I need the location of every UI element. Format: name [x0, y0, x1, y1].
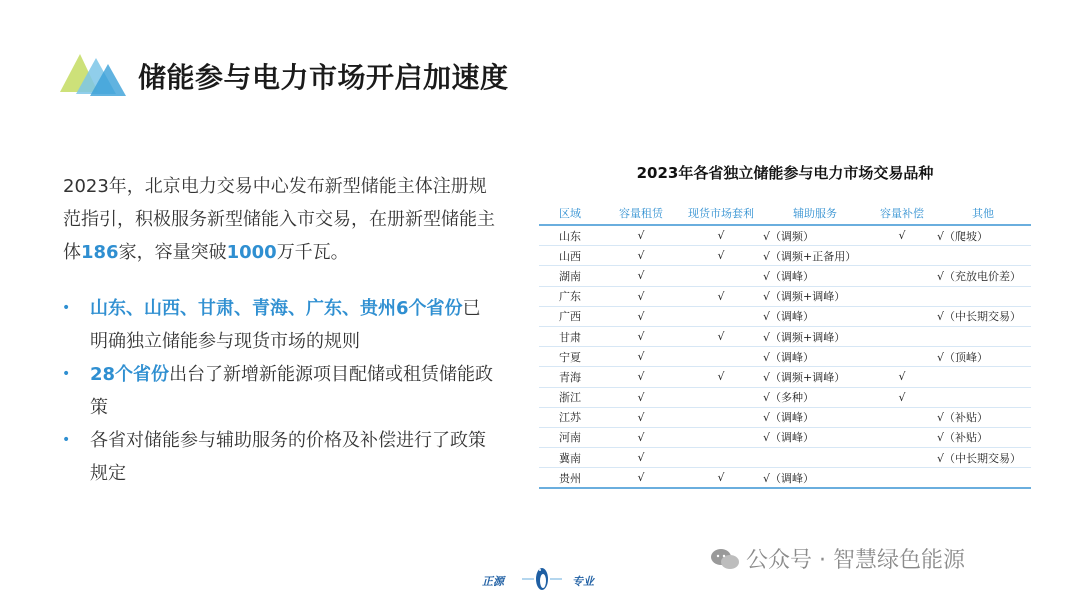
table-cell: √	[601, 468, 681, 489]
table-cell: √	[601, 448, 681, 468]
bullet-item: • 山东、山西、甘肃、青海、广东、贵州6个省份已明确独立储能参与现货市场的规则	[58, 292, 498, 358]
table-row	[539, 367, 1031, 387]
column-header: 容量租赁	[601, 202, 681, 225]
table-cell: √（调频）	[761, 225, 869, 246]
table-row	[539, 347, 1031, 367]
table-cell: √	[681, 367, 761, 387]
table-cell: 青海	[539, 367, 601, 387]
watermark-text: 公众号 · 智慧绿色能源	[746, 548, 965, 573]
table-cell: √	[601, 347, 681, 367]
table-row	[539, 387, 1031, 407]
table-cell	[869, 246, 935, 266]
table-cell	[869, 286, 935, 306]
column-header: 现货市场套利	[681, 202, 761, 225]
table-cell: √（爬坡）	[935, 225, 1031, 246]
table-cell	[935, 326, 1031, 346]
table-cell: √	[681, 468, 761, 489]
table-cell: √	[601, 326, 681, 346]
table-cell: √	[869, 367, 935, 387]
table-cell: √	[601, 306, 681, 326]
table-cell: √（调峰）	[761, 306, 869, 326]
table-cell	[681, 306, 761, 326]
table-cell: √（调峰）	[761, 427, 869, 447]
footer-right-text: 专业	[572, 575, 594, 588]
table-cell	[869, 326, 935, 346]
table-cell: 湖南	[539, 266, 601, 286]
table-row	[539, 427, 1031, 447]
market-table	[539, 202, 1031, 489]
column-header: 区域	[539, 202, 601, 225]
table-cell: √	[869, 225, 935, 246]
table-cell	[869, 448, 935, 468]
table-cell: √	[681, 286, 761, 306]
table-row	[539, 246, 1031, 266]
table-cell: 山西	[539, 246, 601, 266]
table-cell: 山东	[539, 225, 601, 246]
table-cell	[869, 407, 935, 427]
table-cell	[869, 306, 935, 326]
bullet-item: • 28个省份出台了新增新能源项目配储或租赁储能政策	[58, 358, 498, 424]
table-cell: √	[681, 326, 761, 346]
watermark	[710, 543, 965, 574]
table-cell: √（调峰）	[761, 347, 869, 367]
table-cell	[869, 347, 935, 367]
table-cell: √（顶峰）	[935, 347, 1031, 367]
table-cell: √	[601, 387, 681, 407]
table-cell	[681, 448, 761, 468]
table-cell	[681, 347, 761, 367]
table-cell: √（中长期交易）	[935, 306, 1031, 326]
table-cell: √（调频+调峰）	[761, 326, 869, 346]
wechat-icon	[710, 547, 740, 571]
table-cell: √（调频+调峰）	[761, 367, 869, 387]
table-cell: √（调峰）	[761, 468, 869, 489]
table-cell	[869, 468, 935, 489]
table-title: 2023年各省独立储能参与电力市场交易品种	[636, 164, 934, 182]
column-header: 容量补偿	[869, 202, 935, 225]
table-row	[539, 448, 1031, 468]
logo-icon	[58, 48, 128, 100]
bullet-list	[58, 292, 498, 490]
bullet-dot-icon: •	[62, 366, 71, 382]
table-cell: √	[601, 266, 681, 286]
table-cell: √	[601, 225, 681, 246]
bullet-dot-icon: •	[62, 432, 71, 448]
table-cell: 江苏	[539, 407, 601, 427]
table-cell: √（多种）	[761, 387, 869, 407]
table-cell	[869, 427, 935, 447]
table-cell: √（中长期交易）	[935, 448, 1031, 468]
table-cell: 甘肃	[539, 326, 601, 346]
table-cell: 河南	[539, 427, 601, 447]
table-cell: 广西	[539, 306, 601, 326]
column-header: 辅助服务	[761, 202, 869, 225]
table-cell: √（补贴）	[935, 427, 1031, 447]
table-cell: 浙江	[539, 387, 601, 407]
table-cell	[935, 367, 1031, 387]
table-row	[539, 326, 1031, 346]
table-cell: √（调峰）	[761, 266, 869, 286]
table-cell: √（补贴）	[935, 407, 1031, 427]
column-header: 其他	[935, 202, 1031, 225]
footer-left-text: 正源	[482, 575, 504, 588]
table-cell	[935, 286, 1031, 306]
table-cell: 贵州	[539, 468, 601, 489]
table-cell: √	[601, 286, 681, 306]
table-cell	[681, 387, 761, 407]
table-cell: √	[681, 246, 761, 266]
table-cell: √	[601, 407, 681, 427]
bullet-dot-icon: •	[62, 300, 71, 316]
table-cell: √	[601, 427, 681, 447]
table-row	[539, 286, 1031, 306]
table-cell	[681, 266, 761, 286]
registered-count: 186	[81, 242, 119, 263]
intro-paragraph: 2023年，北京电力交易中心发布新型储能主体注册规范指引，积极服务新型储能入市交易，在册新型储能主体186家，容量突破1000万千瓦。	[63, 176, 495, 263]
bullet-item: • 各省对储能参与辅助服务的价格及补偿进行了政策规定	[58, 424, 498, 490]
table-cell	[935, 468, 1031, 489]
table-row	[539, 266, 1031, 286]
table-cell	[681, 407, 761, 427]
table-cell	[761, 448, 869, 468]
table-cell: √（充放电价差）	[935, 266, 1031, 286]
table-cell	[869, 266, 935, 286]
table-cell: 宁夏	[539, 347, 601, 367]
table-cell	[935, 246, 1031, 266]
table-row	[539, 407, 1031, 427]
table-cell: 冀南	[539, 448, 601, 468]
table-cell	[681, 427, 761, 447]
page-title: 储能参与电力市场开启加速度	[138, 61, 509, 94]
table-cell: √	[869, 387, 935, 407]
table-cell: √（调频+正备用）	[761, 246, 869, 266]
capacity-value: 1000	[226, 242, 277, 263]
table-cell: √（调峰）	[761, 407, 869, 427]
table-cell: 广东	[539, 286, 601, 306]
table-header-row	[539, 202, 1031, 225]
table-row	[539, 225, 1031, 246]
table-row	[539, 468, 1031, 489]
table-cell	[935, 387, 1031, 407]
table-cell: √	[601, 367, 681, 387]
table-cell: √	[601, 246, 681, 266]
table-cell: √	[681, 225, 761, 246]
table-cell: √（调频+调峰）	[761, 286, 869, 306]
table-row	[539, 306, 1031, 326]
